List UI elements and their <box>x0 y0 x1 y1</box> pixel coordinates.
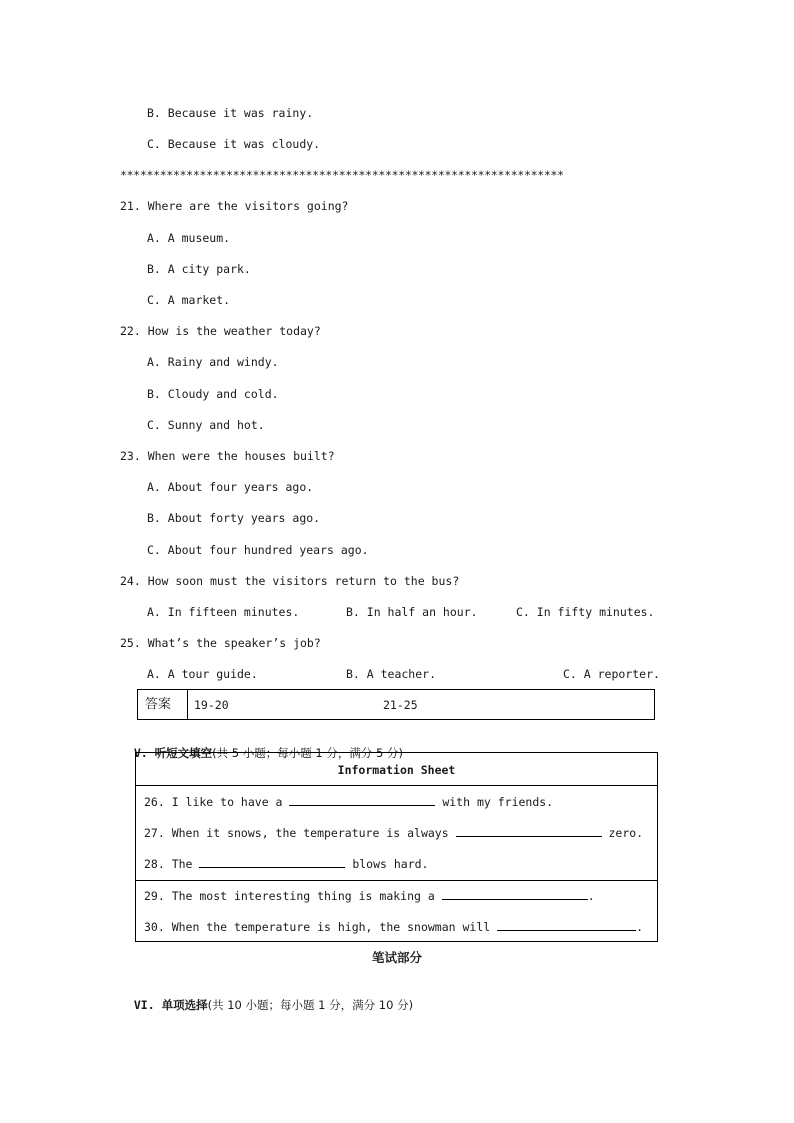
answer-blank[interactable] <box>456 825 602 837</box>
fill-item-text: 26. I like to have a <box>144 795 290 809</box>
fill-item <box>144 856 428 872</box>
section-heading <box>120 981 413 1013</box>
option-text: C. About four hundred years ago. <box>147 543 369 557</box>
fill-item <box>144 888 595 904</box>
fill-item-text: with my friends. <box>435 795 554 809</box>
option-text: A. A museum. <box>147 231 231 245</box>
section-number: V. <box>133 746 148 760</box>
answer-label: 答案 <box>145 697 172 712</box>
fill-item-text: 27. When it snows, the temperature is always <box>144 826 456 840</box>
section-info: (共 10 小题；每小题 1 分，满分 10 分) <box>207 998 414 1012</box>
sheet-divider <box>136 880 657 881</box>
option-text: A. About four years ago. <box>147 480 314 494</box>
option-text: B. Cloudy and cold. <box>147 387 279 401</box>
option-text: B. Because it was rainy. <box>147 106 314 120</box>
option-text: C. A reporter. <box>563 667 660 681</box>
option-text: C. In fifty minutes. <box>516 605 655 619</box>
separator: ******************************************************************* <box>120 168 564 182</box>
information-sheet <box>135 752 658 942</box>
option-text: B. A city park. <box>147 262 251 276</box>
question-stem: 23. When were the houses built? <box>120 449 335 463</box>
option-text: C. Because it was cloudy. <box>147 137 321 151</box>
question-stem: 21. Where are the visitors going? <box>120 199 349 213</box>
option-text: C. Sunny and hot. <box>147 418 265 432</box>
section-title: 单项选择 <box>161 998 208 1012</box>
question-stem: 25. What’s the speaker’s job? <box>120 636 321 650</box>
sheet-title: Information Sheet <box>337 763 456 777</box>
question-stem: 22. How is the weather today? <box>120 324 321 338</box>
option-text: A. In fifteen minutes. <box>147 605 300 619</box>
answer-blank[interactable] <box>442 888 588 900</box>
part-heading: 笔试部分 <box>371 950 422 965</box>
option-text: B. About forty years ago. <box>147 511 321 525</box>
fill-item-text: . <box>636 920 644 934</box>
fill-item <box>144 919 643 935</box>
option-text: A. A tour guide. <box>147 667 258 681</box>
fill-item-text: zero. <box>601 826 644 840</box>
answer-range: 19-20 <box>194 698 229 712</box>
options-row <box>147 666 667 682</box>
section-number: VI. <box>133 998 155 1012</box>
answer-blank[interactable] <box>497 919 636 931</box>
option-text: B. In half an hour. <box>346 605 478 619</box>
answer-blank[interactable] <box>199 856 345 868</box>
option-text: B. A teacher. <box>346 667 437 681</box>
option-text: A. Rainy and windy. <box>147 355 279 369</box>
fill-item-text: 28. The <box>144 857 200 871</box>
fill-item <box>144 794 553 810</box>
fill-item-text: 29. The most interesting thing is making a <box>144 889 442 903</box>
section-title: 听短文填空 <box>154 746 213 760</box>
question-stem: 24. How soon must the visitors return to the bus? <box>120 574 460 588</box>
answer-blank[interactable] <box>289 794 435 806</box>
fill-item-text: 30. When the temperature is high, the snowman will <box>144 920 498 934</box>
fill-item-text: . <box>587 889 595 903</box>
option-text: C. A market. <box>147 293 231 307</box>
answer-table <box>137 689 655 720</box>
options-row <box>147 604 667 620</box>
fill-item-text: blows hard. <box>345 857 429 871</box>
section-info: (共 5 小题；每小题 1 分，满分 5 分) <box>212 746 404 760</box>
answer-range: 21-25 <box>383 698 418 712</box>
fill-item <box>144 825 643 841</box>
